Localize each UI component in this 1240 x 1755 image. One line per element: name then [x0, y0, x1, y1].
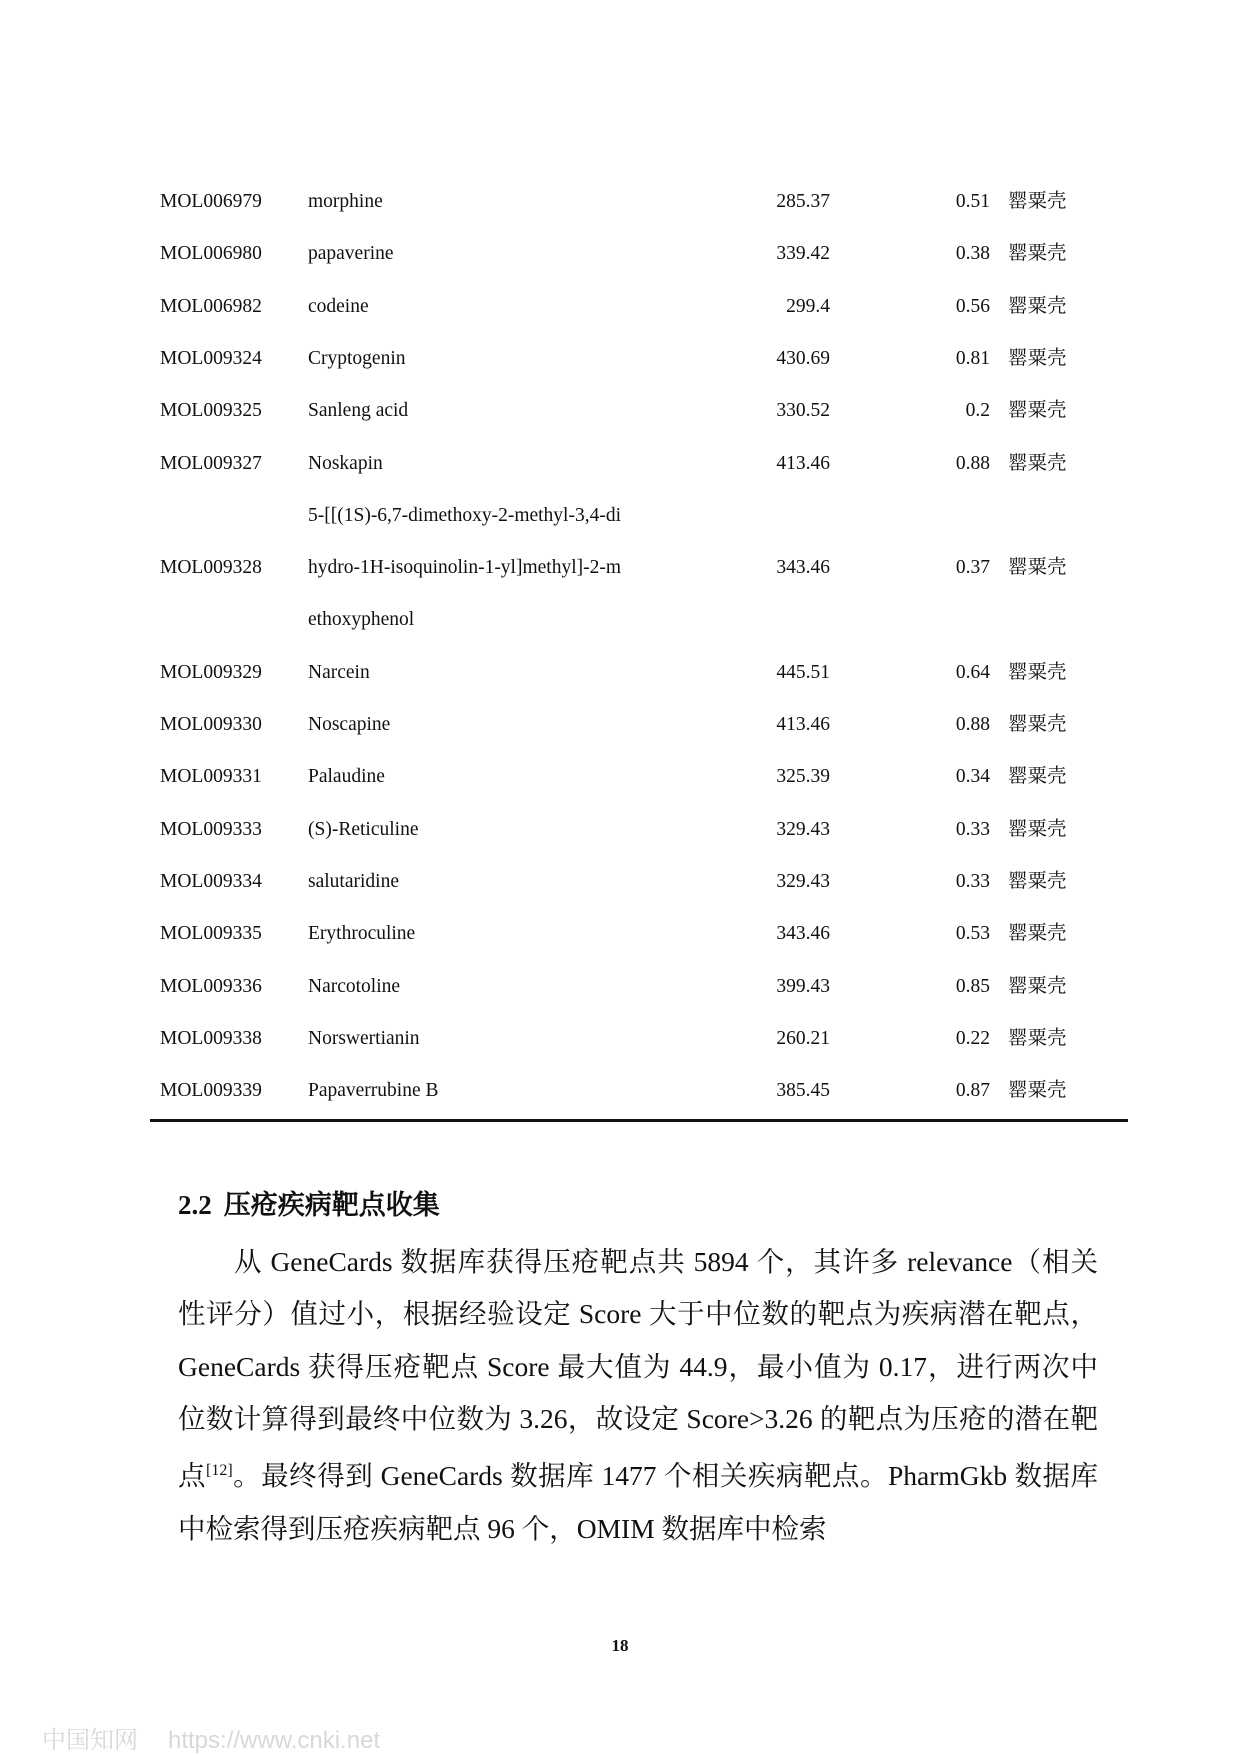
paragraph-text-1: 从 GeneCards 数据库获得压疮靶点共 5894 个，其许多 relevance（相关性评分）值过小，根据经验设定 Score 大于中位数的靶点为疾病潜在靶点，GeneCards 获得压疮靶点 Score 最大值为 44.9，最小值为 0.17，进行两次中位数计算得到最终中位数为 3.26，故设定 Score>3.26 的靶点为压疮的潜在靶点	[178, 1246, 1098, 1492]
cell-compound-name: (S)-Reticuline	[308, 818, 419, 840]
cell-molecular-weight: 385.45	[776, 1080, 830, 1102]
cell-ob-value: 0.51	[955, 191, 990, 212]
paragraph-text-2: 。最终得到 GeneCards 数据库 1477 个相关疾病靶点。PharmGkb 数据库中检索得到压疮疾病靶点 96 个，OMIM 数据库中检索	[178, 1460, 1099, 1544]
cell-mol-id: MOL009333	[160, 818, 262, 840]
cell-molecular-weight: 325.39	[776, 766, 830, 788]
cell-mol-id: MOL009329	[160, 661, 262, 683]
cell-mol-id: MOL009324	[160, 347, 262, 369]
cell-ob-value: 0.22	[955, 1027, 990, 1049]
cell-compound-name: Narcotoline	[308, 975, 401, 997]
cell-herb: 罂粟壳	[1008, 870, 1067, 892]
cell-molecular-weight: 285.37	[776, 191, 830, 212]
cnki-watermark	[42, 1720, 380, 1755]
table-row	[150, 292, 1128, 322]
cell-herb: 罂粟壳	[1008, 452, 1067, 474]
table-row	[150, 396, 1128, 426]
cell-compound-name: Palaudine	[308, 766, 385, 788]
cell-compound-name: Norswertianin	[308, 1027, 420, 1049]
section-heading	[178, 1188, 440, 1222]
cell-compound-name: codeine	[308, 295, 369, 317]
cell-molecular-weight: 329.43	[776, 870, 830, 892]
cell-mol-id: MOL006982	[160, 295, 262, 317]
cell-molecular-weight: 430.69	[776, 347, 830, 369]
cell-molecular-weight: 330.52	[776, 400, 830, 422]
cell-molecular-weight: 343.46	[776, 923, 830, 945]
cell-ob-value: 0.33	[955, 870, 990, 892]
cell-molecular-weight: 413.46	[776, 714, 830, 735]
cell-molecular-weight: 329.43	[776, 818, 830, 840]
cell-compound-name: Narcein	[308, 661, 370, 683]
cell-compound-name: salutaridine	[308, 870, 399, 892]
cell-mol-id: MOL009330	[160, 714, 262, 735]
table-row	[150, 815, 1128, 845]
cell-molecular-weight: 260.21	[776, 1027, 830, 1049]
cell-herb: 罂粟壳	[1008, 1080, 1067, 1102]
watermark-logo: 中国知网	[42, 1727, 138, 1754]
page-number: 18	[611, 1636, 629, 1655]
table-row	[150, 344, 1128, 374]
cell-herb: 罂粟壳	[1008, 714, 1067, 735]
cell-compound-name: morphine	[308, 191, 383, 212]
cell-mol-id: MOL009327	[160, 452, 262, 474]
cell-mol-id: MOL009336	[160, 975, 262, 997]
cell-mol-id: MOL009335	[160, 923, 262, 945]
body-paragraph	[178, 1236, 1098, 1555]
table-row	[150, 972, 1128, 1002]
cell-herb: 罂粟壳	[1008, 766, 1067, 788]
cell-molecular-weight: 339.42	[776, 243, 830, 265]
cell-ob-value: 0.88	[955, 452, 990, 474]
cell-compound-name: hydro-1H-isoquinolin-1-yl]methyl]-2-m	[308, 557, 622, 579]
table-row	[150, 239, 1128, 269]
cell-molecular-weight: 299.4	[786, 295, 830, 317]
citation-ref[interactable]: [12]	[206, 1462, 233, 1480]
cell-ob-value: 0.2	[965, 400, 990, 422]
cell-mol-id: MOL009331	[160, 766, 262, 788]
section-number: 2.2	[178, 1190, 212, 1220]
cell-ob-value: 0.88	[955, 714, 990, 735]
cell-molecular-weight: 343.46	[776, 557, 830, 579]
cell-compound-name: Noskapin	[308, 452, 383, 474]
table-row	[150, 658, 1128, 688]
cell-herb: 罂粟壳	[1008, 557, 1067, 579]
cell-compound-name: Sanleng acid	[308, 400, 409, 422]
table-bottom-rule	[150, 1119, 1128, 1122]
table-row	[150, 553, 1128, 583]
cell-herb: 罂粟壳	[1008, 295, 1067, 317]
cell-ob-value: 0.33	[955, 818, 990, 840]
cell-compound-name: ethoxyphenol	[308, 609, 415, 631]
cell-mol-id: MOL009325	[160, 400, 262, 422]
cell-ob-value: 0.34	[955, 766, 990, 788]
table-row-continuation	[150, 501, 1128, 531]
table-row	[150, 1076, 1128, 1106]
table-row	[150, 449, 1128, 479]
cell-herb: 罂粟壳	[1008, 661, 1067, 683]
cell-compound-name: papaverine	[308, 243, 394, 265]
cell-ob-value: 0.38	[955, 243, 990, 265]
table-row	[150, 762, 1128, 792]
cell-ob-value: 0.81	[955, 347, 990, 369]
cell-mol-id: MOL006980	[160, 243, 262, 265]
cell-herb: 罂粟壳	[1008, 818, 1067, 840]
cell-mol-id: MOL009328	[160, 557, 262, 579]
cell-ob-value: 0.53	[955, 923, 990, 945]
table-row	[150, 919, 1128, 949]
cell-ob-value: 0.85	[955, 975, 990, 997]
cell-herb: 罂粟壳	[1008, 347, 1067, 369]
cell-molecular-weight: 413.46	[776, 452, 830, 474]
table-row	[150, 710, 1128, 740]
cell-mol-id: MOL009334	[160, 870, 262, 892]
cell-compound-name: Erythroculine	[308, 923, 416, 945]
cell-herb: 罂粟壳	[1008, 243, 1067, 265]
cell-ob-value: 0.87	[955, 1080, 990, 1102]
section-title: 压疮疾病靶点收集	[223, 1190, 440, 1220]
cell-herb: 罂粟壳	[1008, 1027, 1067, 1049]
cell-mol-id: MOL009339	[160, 1080, 262, 1102]
table-row	[150, 867, 1128, 897]
cell-herb: 罂粟壳	[1008, 923, 1067, 945]
cell-herb: 罂粟壳	[1008, 191, 1067, 212]
cell-compound-name: Noscapine	[308, 714, 391, 735]
cell-ob-value: 0.56	[955, 295, 990, 317]
cell-ob-value: 0.64	[955, 661, 990, 683]
table-row	[150, 187, 1128, 217]
cell-molecular-weight: 399.43	[776, 975, 830, 997]
table-row	[150, 1024, 1128, 1054]
cell-herb: 罂粟壳	[1008, 975, 1067, 997]
cell-ob-value: 0.37	[955, 557, 990, 579]
cell-mol-id: MOL009338	[160, 1027, 262, 1049]
cell-molecular-weight: 445.51	[776, 661, 830, 683]
table-row-continuation	[150, 605, 1128, 635]
cell-compound-name: Papaverrubine B	[308, 1080, 439, 1102]
cell-compound-name: Cryptogenin	[308, 347, 406, 369]
watermark-url: https://www.cnki.net	[168, 1727, 381, 1754]
cell-mol-id: MOL006979	[160, 191, 262, 212]
cell-compound-name: 5-[[(1S)-6,7-dimethoxy-2-methyl-3,4-di	[308, 504, 622, 526]
cell-herb: 罂粟壳	[1008, 400, 1067, 422]
